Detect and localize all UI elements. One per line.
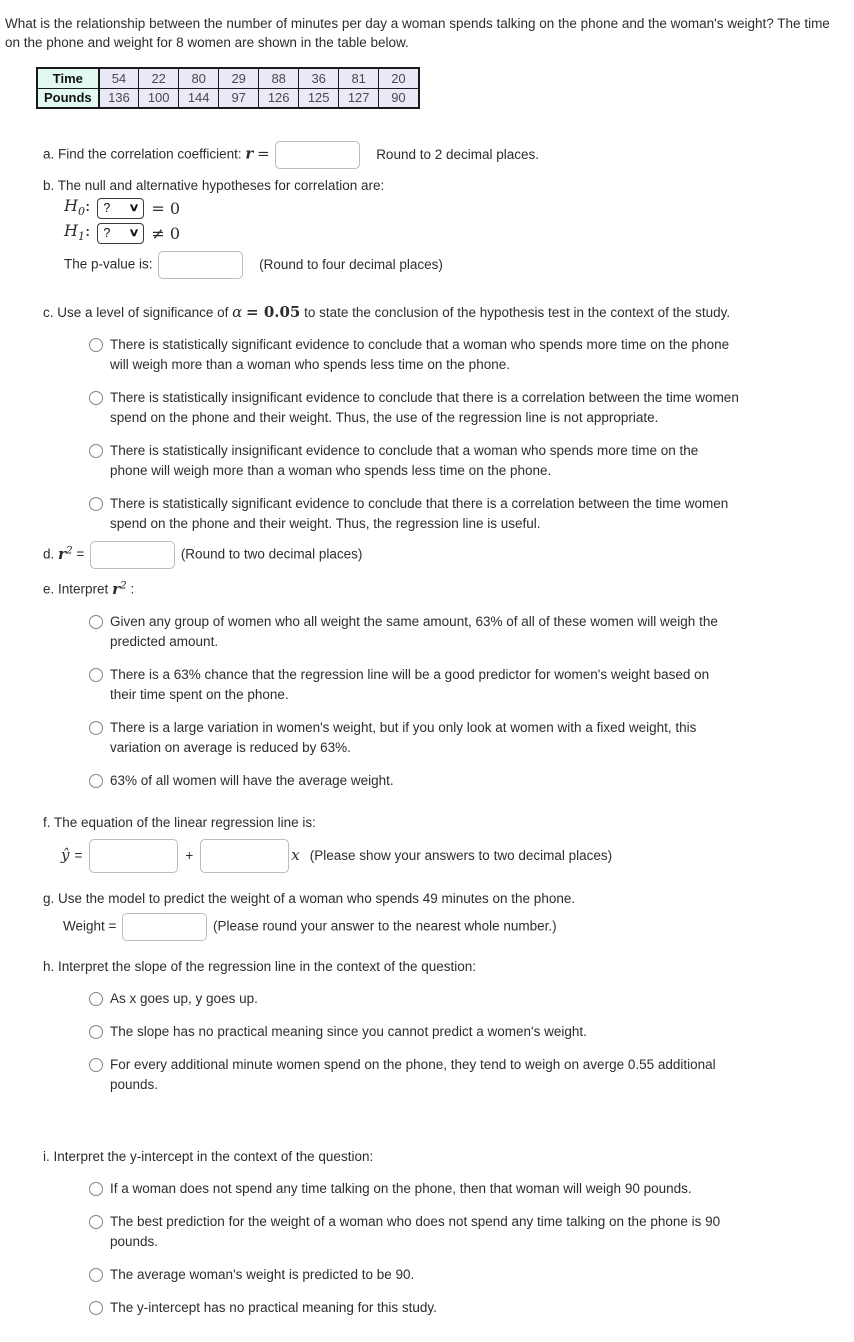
h0-rhs: = 0: [151, 199, 181, 218]
part-g-label: g.: [43, 890, 55, 906]
option-text: The best prediction for the weight of a woman who does not spend any time talking on the phone is 90 pounds.: [110, 1213, 721, 1249]
math-x: x: [291, 846, 300, 864]
radio-option-i-2[interactable]: [89, 1212, 739, 1252]
part-c-label: c.: [43, 305, 54, 320]
part-b-label: b.: [43, 178, 55, 193]
table-row-pounds: [37, 88, 419, 108]
part-c-options: [89, 335, 842, 534]
option-text: There is statistically insignificant evidence to conclude that a woman who spends more time on the phone will weigh more than a woman who spends less time on the phone.: [110, 443, 699, 478]
question-intro: What is the relationship between the number of minutes per day a woman spends talking on the phone and the woman's weight? The time on the phone and weight for 8 women are shown in the table below.: [5, 16, 830, 50]
intercept-input[interactable]: [89, 839, 178, 873]
part-f-prompt: The equation of the linear regression line is:: [54, 814, 316, 830]
option-text: There is statistically significant evidence to conclude that a woman who spends more time on the phone will weigh more than a woman who spends less time on the phone.: [110, 337, 730, 372]
alpha-value: = 0.05: [246, 303, 301, 321]
radio-button[interactable]: [89, 444, 103, 458]
regression-equation-row: [61, 839, 842, 873]
part-f-note: (Please show your answers to two decimal places): [309, 848, 613, 863]
select-placeholder: ?: [103, 226, 111, 240]
null-hypothesis-row: [64, 197, 842, 220]
p-value-input[interactable]: [158, 251, 243, 279]
radio-option-c-1[interactable]: [89, 335, 739, 375]
table-cell: 126: [259, 88, 299, 108]
math-r-squared: $r^2$: [112, 579, 127, 598]
part-a-prompt: Find the correlation coefficient:: [58, 146, 242, 162]
radio-option-e-1[interactable]: [89, 612, 739, 652]
radio-option-i-4[interactable]: [89, 1298, 739, 1318]
table-cell: 22: [139, 68, 179, 88]
math-y-hat: ŷ: [61, 846, 70, 864]
radio-option-h-2[interactable]: [89, 1022, 739, 1042]
part-b-head: [43, 176, 842, 195]
math-alpha: α: [232, 303, 243, 321]
row-header-time: Time: [37, 68, 99, 88]
part-a-label: a.: [43, 146, 55, 162]
p-value-label: The p-value is:: [64, 256, 153, 272]
table-cell: 127: [339, 88, 379, 108]
option-text: Given any group of women who all weight the same amount, 63% of all of these women will weigh the predicted amount.: [110, 613, 718, 649]
table-cell: 54: [99, 68, 139, 88]
part-c-prompt-post: to state the conclusion of the hypothesis test in the context of the study.: [304, 305, 731, 320]
slope-input[interactable]: [200, 839, 289, 873]
part-a: [43, 141, 842, 169]
option-text: There is statistically significant evidence to conclude that there is a correlation between the time women spend on the phone and their weight. Thus, the regression line is useful.: [110, 496, 729, 531]
weight-label: Weight =: [63, 918, 117, 934]
radio-button[interactable]: [89, 774, 103, 788]
radio-option-c-2[interactable]: [89, 388, 739, 428]
part-i: [43, 1147, 842, 1318]
part-f: [43, 813, 842, 873]
plus-sign: +: [185, 848, 194, 863]
radio-button[interactable]: [89, 721, 103, 735]
part-a-note: Round to 2 decimal places.: [376, 146, 540, 162]
math-r-squared: $r^2$: [58, 544, 73, 563]
part-b: [43, 176, 842, 279]
option-text: There is statistically insignificant evidence to conclude that there is a correlation between the time women spend on the phone and their weight. Thus, the use of the regression line is not appropriate.: [110, 390, 739, 425]
colon: :: [130, 581, 135, 597]
option-text: 63% of all women will have the average weight.: [110, 772, 394, 788]
equals-sign: =: [76, 546, 85, 562]
part-e-options: [89, 612, 842, 791]
option-text: The y-intercept has no practical meaning for this study.: [110, 1299, 437, 1315]
part-i-prompt: Interpret the y-intercept in the context of the question:: [53, 1148, 374, 1164]
option-text: For every additional minute women spend on the phone, they tend to weigh on averge 0.55 additional pounds.: [110, 1056, 716, 1092]
chevron-down-icon: ∨: [128, 227, 140, 239]
weight-input[interactable]: [122, 913, 207, 941]
option-text: If a woman does not spend any time talking on the phone, then that woman will weigh 90 pounds.: [110, 1180, 692, 1196]
part-f-label: f.: [43, 814, 51, 830]
math-h1: $H_1$:: [64, 220, 91, 244]
h1-hypothesis-select[interactable]: [97, 223, 144, 244]
alt-hypothesis-row: [64, 222, 842, 245]
radio-button[interactable]: [89, 338, 103, 352]
table-cell: 100: [139, 88, 179, 108]
table-row-time: [37, 68, 419, 88]
radio-button[interactable]: [89, 668, 103, 682]
part-c-head: [43, 303, 748, 322]
radio-option-c-4[interactable]: [89, 494, 739, 534]
p-value-note: (Round to four decimal places): [259, 256, 443, 272]
equals-sign: =: [257, 144, 270, 163]
part-h-label: h.: [43, 958, 55, 974]
part-f-head: [43, 813, 842, 832]
select-placeholder: ?: [103, 201, 111, 215]
table-cell: 20: [379, 68, 419, 88]
math-h0: $H_0$:: [64, 195, 91, 219]
h1-rhs: ≠ 0: [151, 224, 181, 243]
part-i-head: [43, 1147, 842, 1166]
option-text: The average woman's weight is predicted to be 90.: [110, 1266, 415, 1282]
part-c: [43, 303, 842, 534]
part-i-label: i.: [43, 1148, 50, 1164]
radio-option-e-4[interactable]: [89, 771, 739, 791]
equals-sign: =: [74, 848, 83, 863]
p-value-row: [64, 251, 842, 279]
radio-button[interactable]: [89, 615, 103, 629]
option-text: The slope has no practical meaning since you cannot predict a women's weight.: [110, 1023, 587, 1039]
table-cell: 97: [219, 88, 259, 108]
radio-button[interactable]: [89, 497, 103, 511]
table-cell: 81: [339, 68, 379, 88]
r-squared-input[interactable]: [90, 541, 175, 569]
option-text: As x goes up, y goes up.: [110, 990, 258, 1006]
radio-button[interactable]: [89, 1301, 103, 1315]
radio-option-e-2[interactable]: [89, 665, 739, 705]
radio-button[interactable]: [89, 1215, 103, 1229]
part-g-prompt: Use the model to predict the weight of a woman who spends 49 minutes on the phone.: [58, 890, 576, 906]
table-cell: 80: [179, 68, 219, 88]
radio-option-c-3[interactable]: [89, 441, 739, 481]
radio-option-i-3[interactable]: [89, 1265, 739, 1285]
part-e: [43, 576, 842, 791]
weight-row: [63, 913, 842, 941]
radio-button[interactable]: [89, 1182, 103, 1196]
table-cell: 88: [259, 68, 299, 88]
part-d: [43, 541, 842, 569]
part-h-options: [89, 989, 842, 1095]
correlation-coefficient-input[interactable]: [275, 141, 360, 169]
table-cell: 90: [379, 88, 419, 108]
option-text: There is a large variation in women's weight, but if you only look at women with a fixed weight, this variation on average is reduced by 63%.: [110, 719, 697, 755]
radio-option-i-1[interactable]: [89, 1179, 739, 1199]
part-e-head: [43, 576, 842, 599]
math-r: r: [245, 144, 254, 163]
radio-button[interactable]: [89, 992, 103, 1006]
part-g-note: (Please round your answer to the nearest whole number.): [212, 918, 557, 934]
radio-option-e-3[interactable]: [89, 718, 739, 758]
radio-option-h-1[interactable]: [89, 989, 739, 1009]
h0-hypothesis-select[interactable]: [97, 198, 144, 219]
chevron-down-icon: ∨: [128, 202, 140, 214]
part-g: [43, 889, 842, 941]
table-cell: 144: [179, 88, 219, 108]
table-cell: 136: [99, 88, 139, 108]
part-h: [43, 957, 842, 1095]
radio-button[interactable]: [89, 1058, 103, 1072]
part-h-prompt: Interpret the slope of the regression line in the context of the question:: [58, 958, 477, 974]
part-d-label: d.: [43, 546, 55, 562]
part-e-prompt: Interpret: [58, 581, 109, 597]
part-h-head: [43, 957, 842, 976]
part-b-prompt: The null and alternative hypotheses for correlation are:: [57, 178, 385, 193]
part-e-label: e.: [43, 581, 55, 597]
table-cell: 36: [299, 68, 339, 88]
data-table: [36, 67, 420, 109]
option-text: There is a 63% chance that the regression line will be a good predictor for women's weight based on their time spent on the phone.: [110, 666, 710, 702]
table-cell: 125: [299, 88, 339, 108]
radio-button[interactable]: [89, 391, 103, 405]
radio-button[interactable]: [89, 1268, 103, 1282]
part-g-head: [43, 889, 842, 908]
part-d-note: (Round to two decimal places): [180, 546, 363, 562]
radio-option-h-3[interactable]: [89, 1055, 739, 1095]
row-header-pounds: Pounds: [37, 88, 99, 108]
table-cell: 29: [219, 68, 259, 88]
part-c-prompt-pre: Use a level of significance of: [57, 305, 229, 320]
radio-button[interactable]: [89, 1025, 103, 1039]
part-i-options: [89, 1179, 842, 1318]
